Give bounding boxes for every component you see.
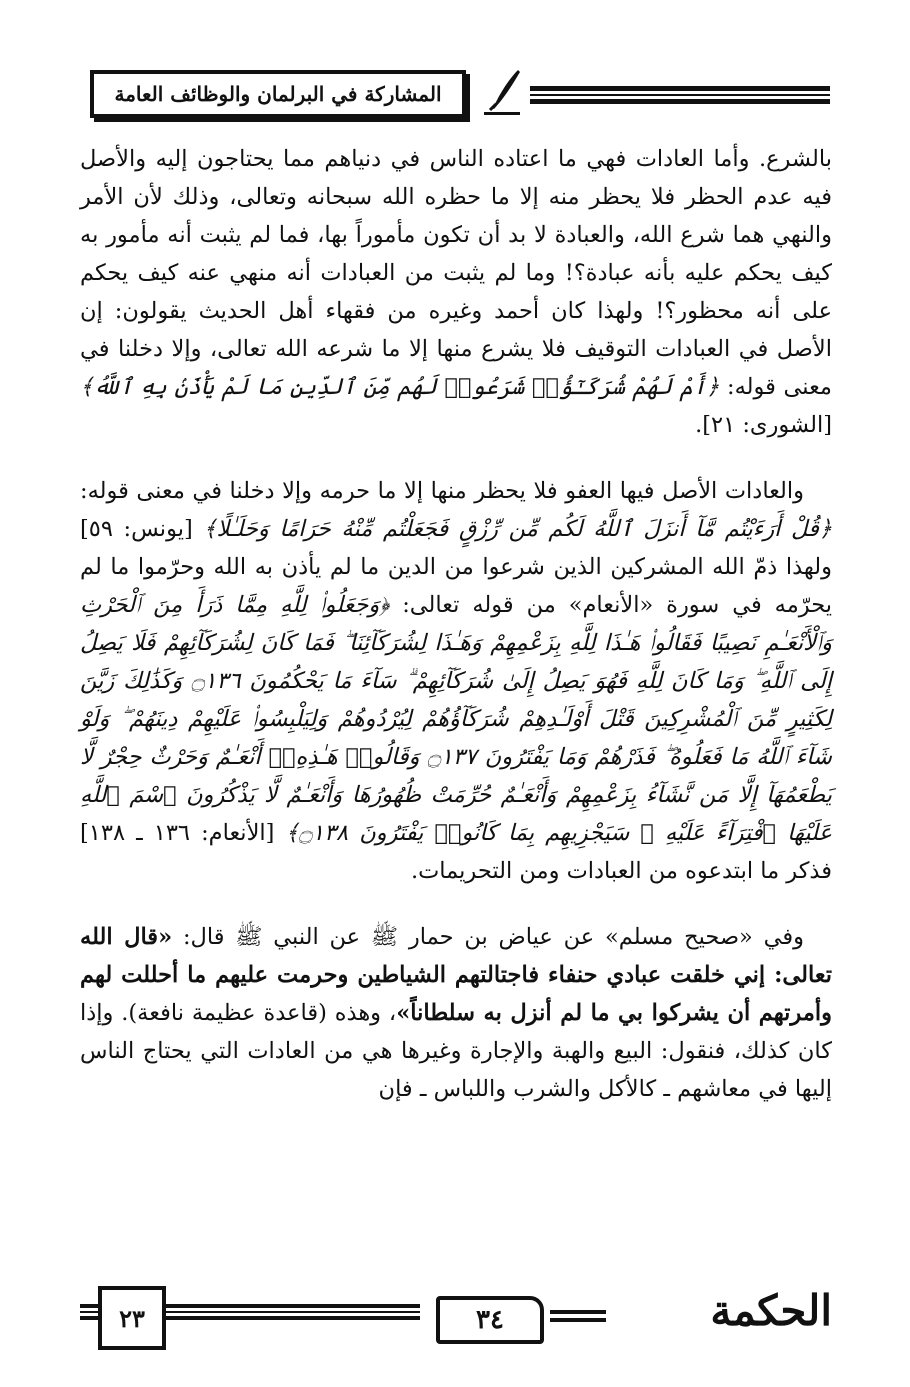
paragraph-2: والعادات الأصل فيها العفو فلا يحظر منها إلا ما حرمه وإلا دخلنا في معنى قوله: ﴿قُلْ أَرَءَيْتُم مَّآ أَنزَلَ ٱللَّهُ لَكُم مِّن رِّزْقٍ فَجَعَلْتُم مِّنْهُ حَرَامًا وَحَلَـٰلًا﴾ [يونس: ٥٩] ولهذا ذمّ الله المشركين الذين شرعوا من الدين ما لم يأذن به الله وحرّموا ما لم يحرّمه في سورة «الأنعام» من قوله تعالى: ﴿وَجَعَلُوا۟ لِلَّهِ مِمَّا ذَرَأَ مِنَ ٱلْحَرْثِ وَٱلْأَنْعَـٰمِ نَصِيبًا فَقَالُوا۟ هَـٰذَا لِلَّهِ بِزَعْمِهِمْ وَهَـٰذَا لِشُرَكَآئِنَا ۖ فَمَا كَانَ لِشُرَكَآئِهِمْ فَلَا يَصِلُ إِلَى ٱللَّهِ ۖ وَمَا كَانَ لِلَّهِ فَهُوَ يَصِلُ إِلَىٰ شُرَكَآئِهِمْ ۗ سَآءَ مَا يَحْكُمُونَ ۝١٣٦ وَكَذَٰلِكَ زَيَّنَ لِكَثِيرٍ مِّنَ ٱلْمُشْرِكِينَ قَتْلَ أَوْلَـٰدِهِمْ شُرَكَآؤُهُمْ لِيُرْدُوهُمْ وَلِيَلْبِسُوا۟ عَلَيْهِمْ دِينَهُمْ ۖ وَلَوْ شَآءَ ٱللَّهُ مَا فَعَلُوهُ ۖ فَذَرْهُمْ وَمَا يَفْتَرُونَ ۝١٣٧ وَقَالُوا۟ هَـٰذِهِۦٓ أَنْعَـٰمٌ وَحَرْثٌ حِجْرٌ لَّا يَطْعَمُهَآ إِلَّا مَن نَّشَآءُ بِزَعْمِهِمْ وَأَنْعَـٰمٌ حُرِّمَتْ ظُهُورُهَا وَأَنْعَـٰمٌ لَّا يَذْكُرُونَ ٱسْمَ ٱللَّهِ عَلَيْهَا ٱفْتِرَآءً عَلَيْهِ ۚ سَيَجْزِيهِم بِمَا كَانُوا۟ يَفْتَرُونَ ۝١٣٨﴾ [الأنعام: ١٣٦ ـ ١٣٨] فذكر ما ابتدعوه من العبادات ومن التحريمات. (80, 478, 833, 884)
page-number: ٢٣ (98, 1286, 166, 1350)
running-title: المشاركة في البرلمان والوظائف العامة (114, 82, 442, 106)
quran-verse: ﴿أَمْ لَهُمْ شُرَكَـٰٓؤُا۟ شَرَعُوا۟ لَهُم مِّنَ ٱلدِّينِ مَا لَمْ يَأْذَنۢ بِهِ ٱللَّهُ﴾ (80, 374, 720, 400)
page-header (90, 66, 830, 122)
body-text (80, 140, 832, 1108)
page-footer (80, 1286, 832, 1356)
header-rule-lines (530, 86, 830, 104)
running-title-box (90, 70, 466, 118)
paragraph-3: وفي «صحيح مسلم» عن عياض بن حمار ﷺ عن النبي ﷺ قال: «قال الله تعالى: إني خلقت عبادي حنفاء فاجتالتهم الشياطين وحرمت عليهم ما أحللت لهم وأمرتهم أن يشركوا بي ما لم أنزل به سلطاناً»، وهذه (قاعدة عظيمة نافعة). وإذا كان كذلك، فنقول: البيع والهبة والإجارة وغيرها هي من العادات التي يحتاج الناس إليها في معاشهم ـ كالأكل والشرب واللباس ـ فإن (80, 924, 832, 1102)
quran-verse: ﴿قُلْ أَرَءَيْتُم مَّآ أَنزَلَ ٱللَّهُ لَكُم مِّن رِّزْقٍ فَجَعَلْتُم مِّنْهُ حَرَامًا وَحَلَـٰلًا﴾ (203, 516, 833, 542)
quran-verse: ﴿وَجَعَلُوا۟ لِلَّهِ مِمَّا ذَرَأَ مِنَ ٱلْحَرْثِ وَٱلْأَنْعَـٰمِ نَصِيبًا فَقَالُوا۟ هَـٰذَا لِلَّهِ بِزَعْمِهِمْ وَهَـٰذَا لِشُرَكَآئِنَا ۖ فَمَا كَانَ لِشُرَكَآئِهِمْ فَلَا يَصِلُ إِلَى ٱللَّهِ ۖ وَمَا كَانَ لِلَّهِ فَهُوَ يَصِلُ إِلَىٰ شُرَكَآئِهِمْ ۗ سَآءَ مَا يَحْكُمُونَ ۝١٣٦ وَكَذَٰلِكَ زَيَّنَ لِكَثِيرٍ مِّنَ ٱلْمُشْرِكِينَ قَتْلَ أَوْلَـٰدِهِمْ شُرَكَآؤُهُمْ لِيُرْدُوهُمْ وَلِيَلْبِسُوا۟ عَلَيْهِمْ دِينَهُمْ ۖ وَلَوْ شَآءَ ٱللَّهُ مَا فَعَلُوهُ ۖ فَذَرْهُمْ وَمَا يَفْتَرُونَ ۝١٣٧ وَقَالُوا۟ هَـٰذِهِۦٓ أَنْعَـٰمٌ وَحَرْثٌ حِجْرٌ لَّا يَطْعَمُهَآ إِلَّا مَن نَّشَآءُ بِزَعْمِهِمْ وَأَنْعَـٰمٌ حُرِّمَتْ ظُهُورُهَا وَأَنْعَـٰمٌ لَّا يَذْكُرُونَ ٱسْمَ ٱللَّهِ عَلَيْهَا ٱفْتِرَآءً عَلَيْهِ ۚ سَيَجْزِيهِم بِمَا كَانُوا۟ يَفْتَرُونَ ۝١٣٨﴾ (80, 592, 833, 846)
quill-pen-icon (480, 68, 524, 116)
footer-rule-short (550, 1310, 606, 1322)
magazine-brand: الحكمة (710, 1286, 832, 1335)
issue-number: ٣٤ (436, 1296, 544, 1344)
hadith-quote: «قال الله تعالى: إني خلقت عبادي حنفاء فاجتالتهم الشياطين وحرمت عليهم ما أحللت لهم وأمرتهم أن يشركوا بي ما لم أنزل به سلطاناً» (80, 924, 832, 1026)
paragraph-1: بالشرع. وأما العادات فهي ما اعتاده الناس في دنياهم مما يحتاجون إليه والأصل فيه عدم الحظر فلا يحظر منه إلا ما حظره الله سبحانه وتعالى، وذلك لأن الأمر والنهي هما شرع الله، والعبادة لا بد أن تكون مأموراً بها، فما لم يثبت أنه مأمور به كيف يحكم عليه بأنه عبادة؟! وما لم يثبت من العبادات أنه منهي عنه كيف يحكم على أنه محظور؟! ولهذا كان أحمد وغيره من فقهاء أهل الحديث يقولون: إن الأصل في العبادات التوقيف فلا يشرع منها إلا ما شرعه الله تعالى، وإلا دخلنا في معنى قوله: ﴿أَمْ لَهُمْ شُرَكَـٰٓؤُا۟ شَرَعُوا۟ لَهُم مِّنَ ٱلدِّينِ مَا لَمْ يَأْذَنۢ بِهِ ٱللَّهُ﴾ [الشورى: ٢١]. (80, 146, 832, 438)
